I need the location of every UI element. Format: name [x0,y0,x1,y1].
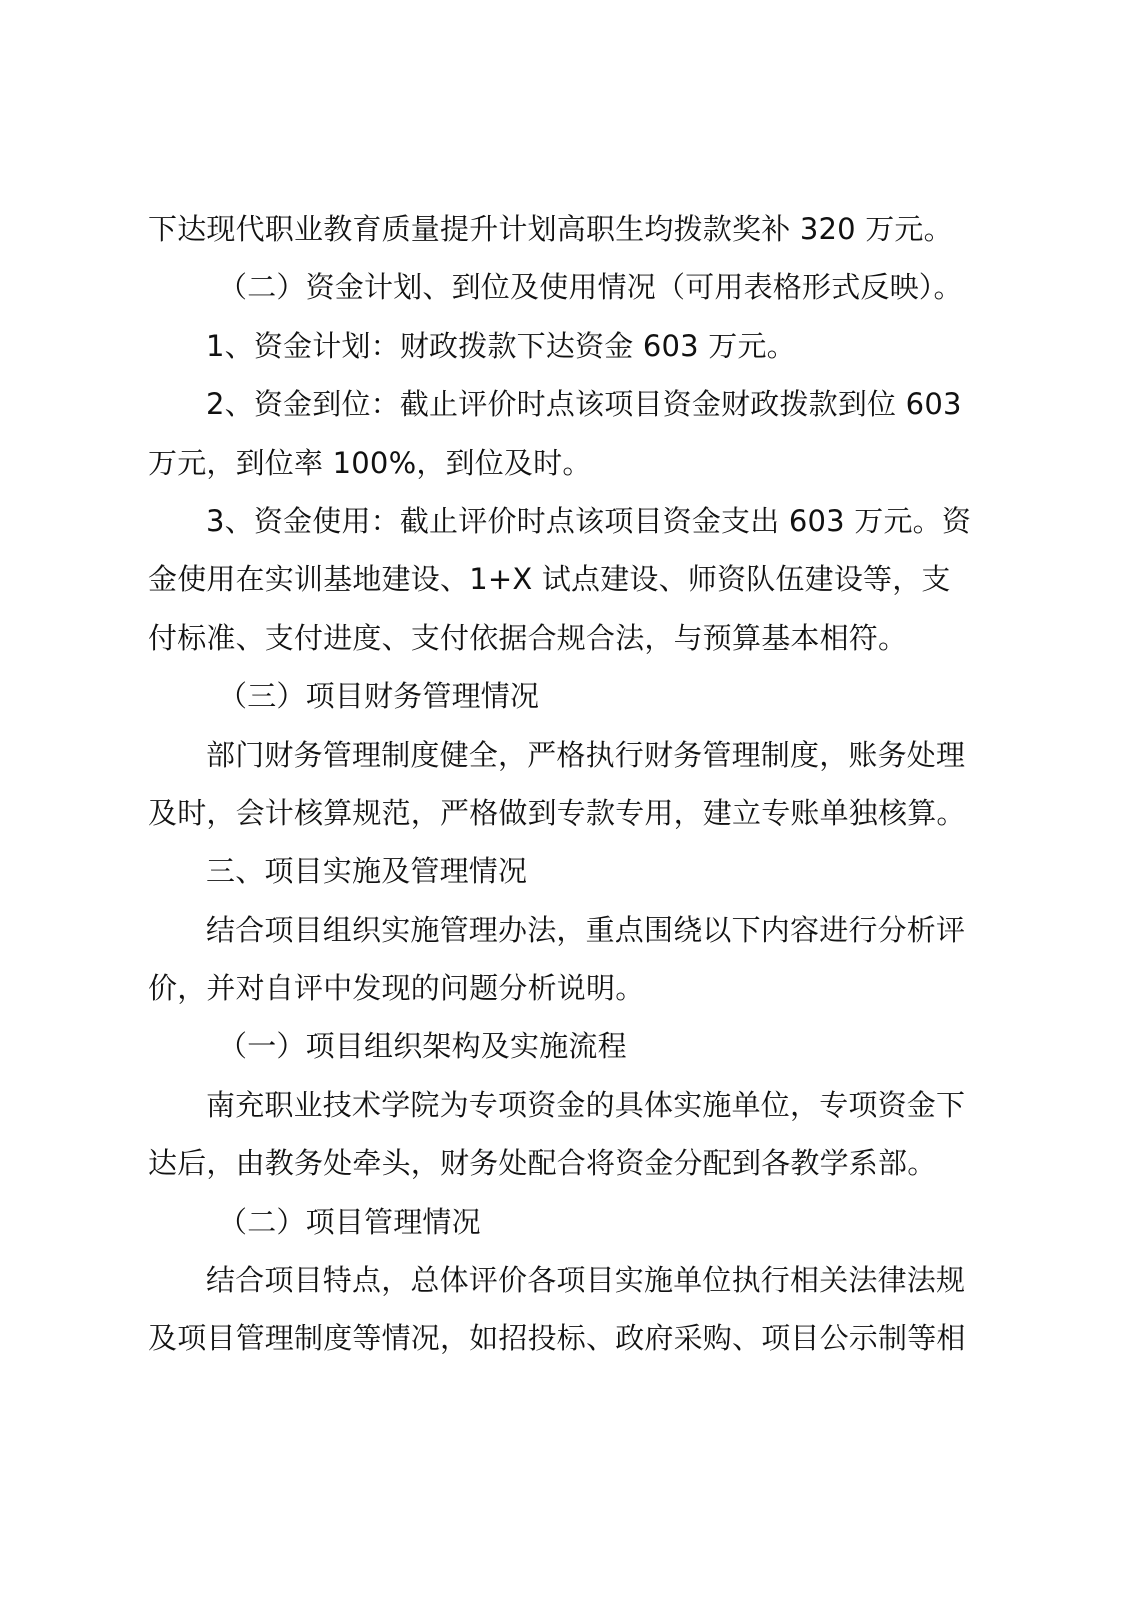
subsection-heading: （二）资金计划、到位及使用情况（可用表格形式反映）。 [218,270,963,305]
subsection-heading: （三）项目财务管理情况 [218,679,540,714]
section-heading: 三、项目实施及管理情况 [206,854,528,889]
document-body [148,200,974,1368]
paragraph-line: 价，并对自评中发现的问题分析说明。 [148,971,645,1006]
paragraph-line: 南充职业技术学院为专项资金的具体实施单位，专项资金下 [206,1087,966,1122]
subsection-heading: （二）项目管理情况 [218,1204,481,1239]
paragraph-line: 达后，由教务处牵头，财务处配合将资金分配到各教学系部。 [148,1146,937,1181]
paragraph-line: 金使用在实训基地建设、1+X 试点建设、师资队伍建设等，支 [148,562,951,597]
paragraph-line: 万元，到位率 100%，到位及时。 [148,445,592,480]
paragraph-line: 付标准、支付进度、支付依据合规合法，与预算基本相符。 [148,620,908,655]
paragraph-line: 3、资金使用：截止评价时点该项目资金支出 603 万元。资 [206,503,972,538]
paragraph-line: 及时，会计核算规范，严格做到专款专用，建立专账单独核算。 [148,795,966,830]
paragraph-line: 下达现代职业教育质量提升计划高职生均拨款奖补 320 万元。 [148,212,953,246]
paragraph-line: 2、资金到位：截止评价时点该项目资金财政拨款到位 603 [206,387,962,422]
paragraph-line: 部门财务管理制度健全，严格执行财务管理制度，账务处理 [206,737,966,772]
paragraph-line: 及项目管理制度等情况，如招投标、政府采购、项目公示制等相 [148,1321,966,1356]
paragraph-line: 结合项目组织实施管理办法，重点围绕以下内容进行分析评 [206,912,966,947]
paragraph-line: 1、资金计划：财政拨款下达资金 603 万元。 [206,328,796,363]
paragraph-line: 结合项目特点，总体评价各项目实施单位执行相关法律法规 [206,1263,966,1298]
subsection-heading: （一）项目组织架构及实施流程 [218,1029,627,1064]
